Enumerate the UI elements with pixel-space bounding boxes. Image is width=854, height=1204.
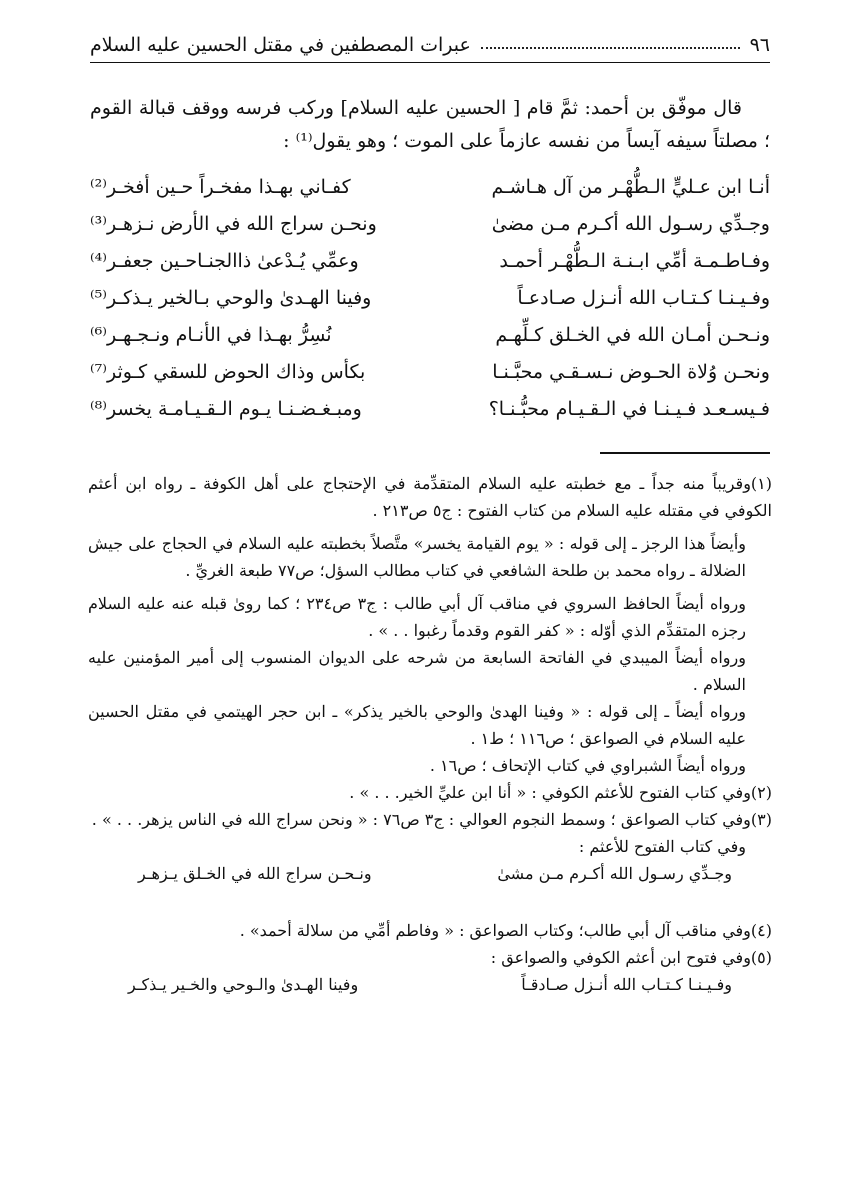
- header-rule: [90, 62, 770, 63]
- poem-verse: [90, 168, 770, 205]
- verse-first-hemistich: وفـيـنـا كـتـاب الله أنـزل صـادقـاً: [521, 975, 732, 994]
- verse-first-hemistich: وجـدِّي رسـول الله أكـرم مـن مشىٰ: [497, 864, 732, 883]
- verse-first-hemistich: وفـاطـمـة أمِّي ابـنـة الـطُّهْـر أحمـد: [499, 249, 770, 272]
- intro-text: قال موفّق بن أحمد: ثمَّ قام [ الحسين عليه السلام] وركب فرسه ووقف قبالة القوم ؛ مصلتاً سيفه آيساً من نفسه عازماً على الموت ؛ وهو يقول⁽¹⁾ :: [90, 97, 770, 152]
- poem-verse: [90, 390, 770, 427]
- poem-verse: [90, 279, 770, 316]
- footnote-separator: [600, 452, 770, 454]
- footnotes: [88, 470, 772, 998]
- footnote-3-verse: [88, 860, 772, 887]
- verse-second-hemistich: كفـاني بهـذا مفخـراً حـين أفخـر⁽²⁾: [90, 175, 351, 198]
- verse-second-hemistich: ونحـن سراج الله في الأرض نـزهـر⁽³⁾: [90, 212, 377, 235]
- intro-paragraph: [90, 92, 770, 158]
- poem-verse: [90, 353, 770, 390]
- header-dot-leader: [481, 47, 740, 49]
- footnote-1-continuation: ورواه أيضاً الحافظ السروي في مناقب آل أبي طالب : ج٣ ص٢٣٤ ؛ كما روىٰ قبله عنه عليه السلام رجزه المتقدِّم الذي أوّله : « كفر القوم وقدماً رغبوا . . » .: [88, 594, 746, 640]
- footnote-2: (٢)وفي كتاب الفتوح للأعثم الكوفي : « أنا ابن عليِّ الخير. . . » .: [349, 783, 772, 802]
- running-title: عبرات المصطفين في مقتل الحسين عليه السلام: [90, 34, 471, 56]
- poem: [90, 168, 770, 427]
- verse-first-hemistich: ونـحـن أمـان الله في الخـلق كـلِّهـم: [495, 323, 770, 346]
- footnote-5: (٥)وفي فتوح ابن أعثم الكوفي والصواعق :: [490, 948, 772, 967]
- verse-first-hemistich: وفـيـنـا كـتـاب الله أنـزل صـادعـاً: [517, 286, 770, 309]
- footnote-3-continuation: وفي كتاب الفتوح للأعثم :: [578, 837, 746, 856]
- verse-second-hemistich: ونـحـن سراج الله في الخـلق يـزهـر: [138, 864, 372, 883]
- verse-first-hemistich: وجـدِّي رسـول الله أكـرم مـن مضىٰ: [491, 212, 770, 235]
- footnote-1-continuation: ورواه أيضاً الميبدي في الفاتحة السابعة من شرحه على الديوان المنسوب إلى أمير المؤمنين عليه السلام .: [88, 648, 746, 694]
- footnote-1-continuation: ورواه أيضاً ـ إلى قوله : « وفينا الهدىٰ والوحي بالخير يذكر» ـ ابن حجر الهيتمي في مقتل الحسين عليه السلام في الصواعق ؛ ص١١٦ ؛ ط١ .: [88, 702, 746, 748]
- page-number: ٩٦: [749, 34, 770, 56]
- footnote-1-continuation: وأيضاً هذا الرجز ـ إلى قوله : « يوم القيامة يخسر» متَّصلاً بخطبته عليه السلام في الحجاج على جيش الضلالة ـ رواه محمد بن طلحة الشافعي في كتاب مطالب السؤل؛ ص٧٧ طبعة الغريِّ .: [88, 534, 746, 580]
- verse-first-hemistich: فـيسـعـد فـيـنـا في الـقـيـام محبُّـنـا؟: [488, 397, 770, 420]
- verse-second-hemistich: وفينا الهـدىٰ والـوحي والخـير يـذكـر: [128, 975, 359, 994]
- verse-first-hemistich: أنـا ابن عـليٍّ الـطُّهْـر من آل هـاشـم: [491, 175, 770, 198]
- verse-second-hemistich: وعمِّي يُـدْعىٰ ذاالجنـاحـين جعفـر⁽⁴⁾: [90, 249, 359, 272]
- poem-verse: [90, 242, 770, 279]
- verse-second-hemistich: ومبـغـضـنـا يـوم الـقـيـامـة يخسر⁽⁸⁾: [90, 397, 362, 420]
- verse-first-hemistich: ونحـن وُلاة الحـوض نـسـقـي محبَّـنـا: [492, 360, 770, 383]
- footnote-1: (١)وقريباً منه جداً ـ مع خطبته عليه السلام المتقدِّمة في الإحتجاج على أهل الكوفة ـ رواه ابن أعثم الكوفي في مقتله عليه السلام من كتاب الفتوح : ج٥ ص٢١٣ .: [88, 474, 772, 520]
- footnote-4: (٤)وفي مناقب آل أبي طالب؛ وكتاب الصواعق : « وفاطم أمِّي من سلالة أحمد» .: [239, 921, 772, 940]
- footnote-1-continuation: ورواه أيضاً الشبراوي في كتاب الإتحاف ؛ ص١٦ .: [429, 756, 746, 775]
- poem-verse: [90, 205, 770, 242]
- poem-verse: [90, 316, 770, 353]
- footnote-5-verse: [88, 971, 772, 998]
- running-header: [90, 26, 770, 56]
- verse-second-hemistich: نُسِرُّ بهـذا في الأنـام ونـجـهـر⁽⁶⁾: [90, 323, 332, 346]
- verse-second-hemistich: وفينا الهـدىٰ والوحي بـالخير يـذكـر⁽⁵⁾: [90, 286, 372, 309]
- verse-second-hemistich: بكأس وذاك الحوض للسقي كـوثر⁽⁷⁾: [90, 360, 366, 383]
- footnote-3: (٣)وفي كتاب الصواعق ؛ وسمط النجوم العوالي : ج٣ ص٧٦ : « ونحن سراج الله في الناس يزهر. . . » .: [91, 810, 772, 829]
